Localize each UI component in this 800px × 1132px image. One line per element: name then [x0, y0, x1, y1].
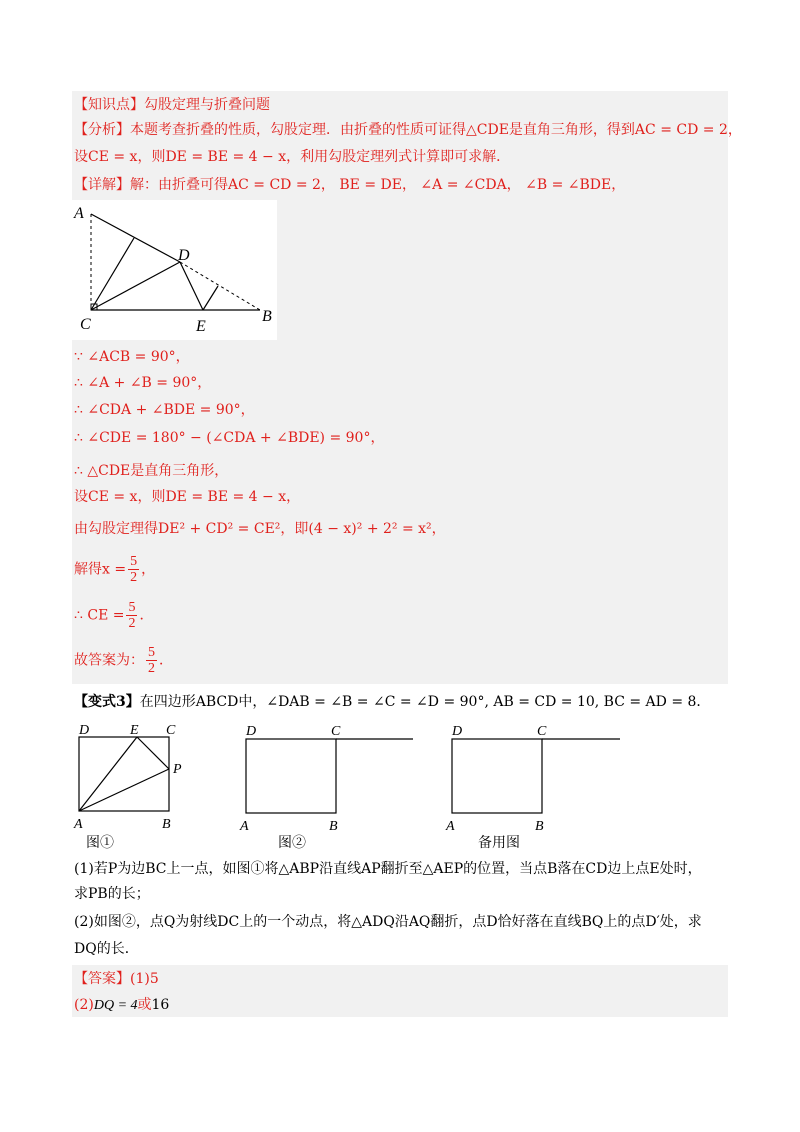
fraction-answer [146, 645, 157, 676]
question-2-line-2: DQ的长． [74, 941, 139, 957]
line-ap [79, 769, 169, 811]
step-7: 由勾股定理得DE² + CD² = CE²，即(4 − x)² + 2² = x²， [74, 521, 446, 537]
f3-label-a: A [446, 819, 455, 834]
line-ep [137, 737, 169, 769]
step-9-pre: ∴ CE = [74, 607, 125, 624]
question-2-line-1: (2)如图②，点Q为射线DC上的一个动点，将△ADQ沿AQ翻折，点D恰好落在直线BQ上的点D′处，求 [74, 914, 702, 930]
f1-label-b: B [162, 817, 171, 832]
question-1-line-1: (1)若P为边BC上一点，如图①将△ABP沿直线AP翻折至△AEP的位置，当点B落在CD边上点E处时， [74, 861, 702, 877]
fraction-x-num: 5 [130, 554, 138, 569]
fraction-ce-den: 2 [128, 616, 136, 631]
question-1-line-2: 求PB的长； [74, 886, 150, 902]
rect-abcd-2 [246, 739, 336, 813]
analysis-line-1 [74, 121, 742, 139]
fraction-ce [126, 600, 137, 631]
f2-label-a: A [240, 819, 249, 834]
rect-abcd-1 [79, 737, 169, 811]
answer-2 [74, 996, 169, 1015]
step-8-post: ， [141, 561, 156, 578]
step-2: ∴ ∠A + ∠B = 90°， [74, 375, 212, 391]
answer-line [74, 645, 173, 676]
answer-2-or: 或 [137, 997, 152, 1013]
step-4: ∴ ∠CDE = 180° − (∠CDA + ∠BDE) = 90°， [74, 430, 385, 446]
analysis-text-1: 本题考查折叠的性质，勾股定理．由折叠的性质可证得△CDE是直角三角形，得到AC = CD = 2， [130, 122, 742, 138]
answer-heading [74, 970, 159, 988]
label-d: D [178, 247, 190, 264]
fraction-answer-den: 2 [148, 661, 155, 676]
f3-label-c: C [537, 724, 547, 739]
answer-2-val: 16 [151, 997, 170, 1013]
answer-post: ． [159, 652, 173, 669]
fraction-x [128, 554, 139, 585]
figure-2 [239, 724, 413, 851]
step-6: 设CE = x，则DE = BE = 4 − x， [74, 489, 301, 505]
fraction-ce-num: 5 [128, 600, 136, 615]
f1-label-a: A [74, 817, 83, 832]
step-9-post: ． [139, 607, 154, 624]
f3-label-b: B [535, 819, 544, 834]
step-1: ∵ ∠ACB = 90°， [74, 349, 190, 365]
f2-label-d: D [246, 724, 257, 739]
fraction-answer-num: 5 [148, 645, 155, 660]
step-9 [74, 600, 153, 631]
answer-2-pre: (2) [74, 997, 94, 1013]
answer-2-main: DQ = 4 [93, 998, 138, 1013]
f2-label-b: B [329, 819, 338, 834]
analysis-tag: 【分析】 [74, 122, 130, 138]
f3-label-d: D [452, 724, 463, 739]
knowledge-point [74, 96, 270, 114]
step-8 [74, 554, 155, 585]
f2-caption: 图② [278, 836, 306, 851]
rect-abcd-3 [452, 739, 542, 813]
step-3: ∴ ∠CDA + ∠BDE = 90°， [74, 402, 255, 418]
kp-text: 勾股定理与折叠问题 [144, 97, 270, 113]
label-a: A [74, 205, 84, 222]
fraction-x-den: 2 [130, 570, 138, 585]
step-5: ∴ △CDE是直角三角形， [74, 463, 229, 479]
detail-text: 解：由折叠可得AC = CD = 2， BE = DE， ∠A = ∠CDA， ∠B = ∠BDE， [130, 177, 626, 193]
f1-caption: 图① [86, 836, 114, 851]
label-c: C [80, 316, 91, 333]
f2-label-c: C [331, 724, 341, 739]
f1-label-e: E [130, 723, 139, 738]
f1-label-p: P [173, 762, 182, 777]
label-e: E [196, 318, 206, 335]
figure-1 [73, 723, 182, 851]
analysis-line-2: 设CE = x，则DE = BE = 4 − x，利用勾股定理列式计算即可求解． [74, 149, 511, 165]
line-ae [79, 737, 137, 811]
answer-pre: 故答案为： [74, 652, 144, 669]
triangle-fold-figure [72, 200, 277, 340]
variant-tag: 【变式3】 [74, 694, 140, 710]
variant-figures [60, 715, 630, 855]
step-8-pre: 解得x = [74, 561, 127, 578]
variant-text: 在四边形ABCD中，∠DAB = ∠B = ∠C = ∠D = 90°, AB = CD = 10, BC = AD = 8． [139, 694, 711, 710]
answer-block [72, 965, 728, 1017]
variant-line [74, 693, 710, 711]
answer-1: (1)5 [130, 971, 159, 987]
detail-line [74, 176, 625, 194]
f1-label-c: C [166, 723, 176, 738]
detail-tag: 【详解】 [74, 177, 130, 193]
f3-caption: 备用图 [478, 836, 520, 851]
figure-3 [445, 724, 620, 851]
label-b: B [262, 308, 272, 325]
answer-tag: 【答案】 [74, 971, 130, 987]
kp-tag: 【知识点】 [74, 97, 144, 113]
f1-label-d: D [79, 723, 90, 738]
